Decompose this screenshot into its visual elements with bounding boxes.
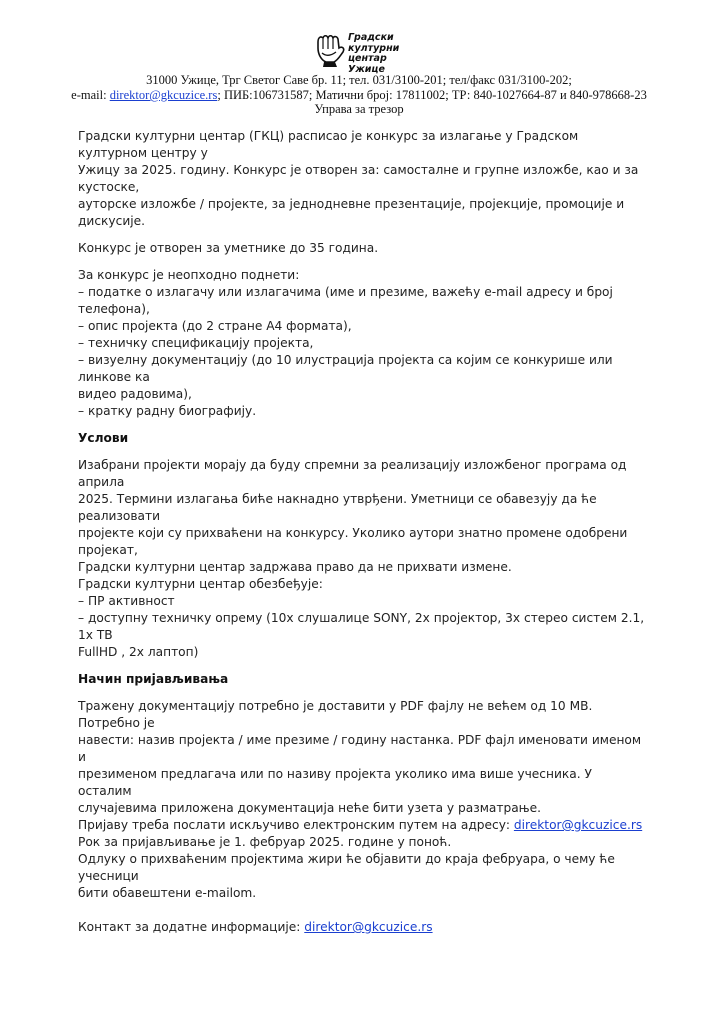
conditions-line: пројекте који су прихваћени на конкурсу. Уколико аутори знатно промене одобрени пројекат, [78, 526, 628, 557]
gkc-logo [314, 34, 424, 74]
conditions-line: – ПР активност [78, 594, 175, 608]
treasury-line: Управа за трезор [314, 102, 404, 116]
contact-email-link[interactable]: direktor@gkcuzice.rs [304, 920, 433, 934]
application-line: навести: назив пројекта / име презиме / годину настанка. PDF фајл именовати именом и [78, 733, 642, 764]
application-line: случајевима приложена документација неће бити узета у разматрање. [78, 801, 541, 815]
requirement-item: – техничку спецификацију пројекта, [78, 336, 314, 350]
conditions-line: – доступну техничку опрему (10х слушалице SONY, 2х пројектор, 3х стерео систем 2.1, 1х ТВ [78, 611, 645, 642]
send-instructions [78, 817, 648, 834]
conditions-heading: Услови [78, 431, 129, 445]
conditions-line: Изабрани пројекти морају да буду спремни за реализацију изложбеног програма од априла [78, 458, 627, 489]
deadline: Рок за пријављивање је 1. фебруар 2025. године у поноћ. [78, 835, 452, 849]
intro-line: Градски културни центар (ГКЦ) расписао је конкурс за излагање у Градском културном центру у [78, 129, 579, 160]
requirement-item: видео радовима), [78, 387, 192, 401]
decision-line: бити обавештени e-mailom. [78, 886, 257, 900]
requirement-item: – податке о излагачу или излагачима (име и презиме, важећу e-mail адресу и број телефона), [78, 285, 613, 316]
conditions-line: Градски културни центар задржава право да не прихвати измене. [78, 560, 512, 574]
intro-line: Ужицу за 2025. годину. Конкурс је отворен за: самосталне и групне изложбе, као и за кустоске, [78, 163, 639, 194]
document-body [78, 128, 648, 936]
application-line: Тражену документацију потребно је доставити у PDF фајлу не већем од 10 MB. Потребно је [78, 699, 593, 730]
conditions-line: 2025. Термини излагања биће накнадно утврђени. Уметници се обавезују да ће реализовати [78, 492, 597, 523]
requirement-item: – кратку радну биографију. [78, 404, 257, 418]
logo-line: културни [348, 42, 400, 54]
address-line: 31000 Ужице, Трг Светог Саве бр. 11; тел. 031/3100-201; тел/факс 031/3100-202; [146, 73, 572, 87]
logo-wordmark [348, 33, 399, 75]
application-email-link[interactable]: direktor@gkcuzice.rs [513, 818, 643, 832]
application-line: презименом предлагача или по називу пројекта уколико има више учесника. У осталим [78, 767, 592, 798]
requirements-title: За конкурс је неопходно поднети: [78, 268, 300, 282]
decision-line: Одлуку о прихваћеним пројектима жири ће објавити до краја фебруара, о чему ће учесници [78, 852, 615, 883]
header-email-link[interactable]: direktor@gkcuzice.rs [109, 88, 218, 102]
age-limit: Конкурс је отворен за уметнике до 35 година. [78, 241, 379, 255]
requirement-item: – опис пројекта (до 2 стране А4 формата), [78, 319, 352, 333]
requirement-item: – визуелну документацију (до 10 илустрација пројекта са којим се конкурише или линкове ка [78, 353, 613, 384]
hand-logo-icon [314, 34, 346, 68]
logo-line: Ужице [348, 63, 385, 75]
conditions-line: Градски културни центар обезбеђује: [78, 577, 323, 591]
intro-line: ауторске изложбе / пројекте, за једнодневне презентације, пројекције, промоције и дискусије. [78, 197, 625, 228]
contact-info [78, 919, 648, 936]
registry-info: ; ПИБ:106731587; Матични број: 17811002; ТР: 840-1027664-87 и 840-978668-23 [217, 88, 647, 102]
email-label: e-mail: [71, 88, 110, 102]
contact-line [0, 88, 718, 103]
logo-line: центар [348, 53, 387, 64]
logo-line: Градски [348, 32, 394, 43]
application-heading: Начин пријављивања [78, 672, 229, 686]
send-prefix: Пријаву треба послати искључиво електронским путем на адресу: [78, 818, 514, 832]
conditions-line: FullHD , 2х лаптоп) [78, 645, 199, 659]
contact-prefix: Контакт за додатне информације: [78, 920, 305, 934]
